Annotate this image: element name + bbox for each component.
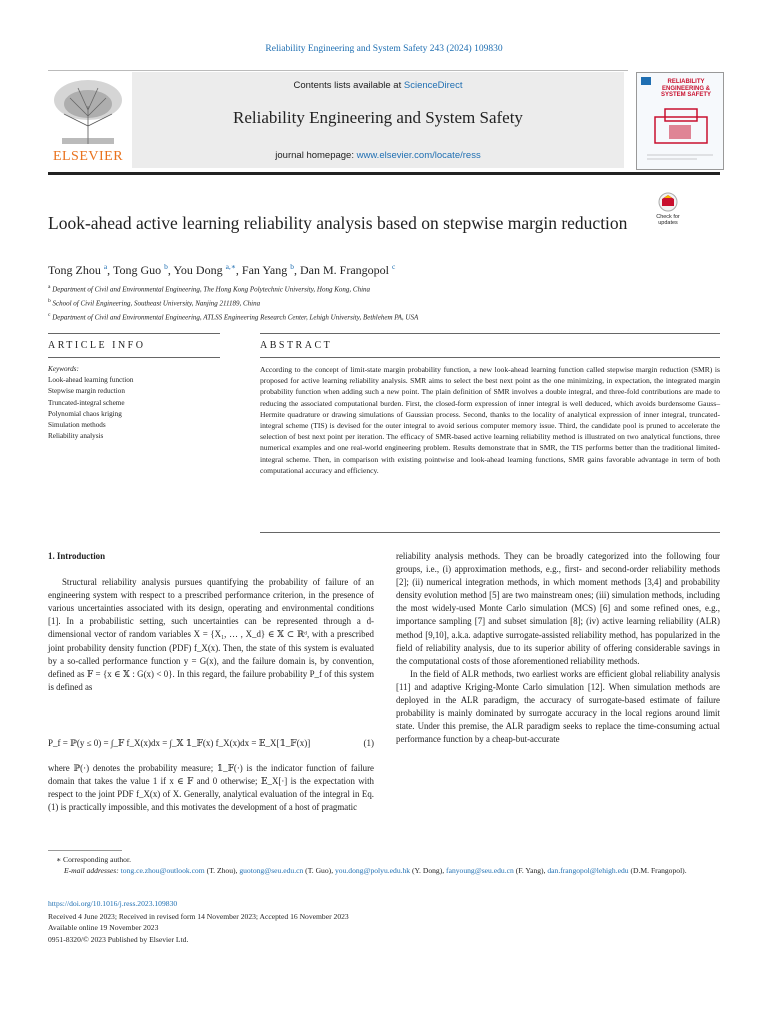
- article-info-rule: [48, 357, 220, 358]
- cover-title: RELIABILITY ENGINEERING & SYSTEM SAFETY: [660, 79, 711, 98]
- author[interactable]: Fan Yang $^b$: [241, 262, 295, 277]
- header-top-rule: [48, 70, 628, 71]
- journal-title: Reliability Engineering and System Safety: [233, 108, 523, 127]
- homepage-link[interactable]: www.elsevier.com/locate/ress: [356, 150, 481, 161]
- contents-line: [132, 80, 624, 91]
- email-link[interactable]: tong.ce.zhou@outlook.com: [120, 866, 205, 876]
- equation-1: [48, 738, 374, 749]
- keyword: Truncated-integral scheme: [48, 398, 125, 407]
- section-heading: 1. Introduction: [48, 551, 106, 561]
- keyword: Polynomial chaos kriging: [48, 409, 122, 418]
- left-column-continued: [48, 762, 374, 814]
- check-for-updates-label[interactable]: Check for updates: [656, 214, 680, 226]
- email-link[interactable]: you.dong@polyu.edu.hk: [334, 866, 411, 876]
- paragraph: Structural reliability analysis pursues quantifying the probability of failure of an engineering system with respect to a prescribed performance criterion, in the presence of various uncertainties associated with its design, operating and environmental conditions [1]. In a probabilistic setting, such uncertainties can be represented through a d-dimensional vector of random variables X = {X₁, … , X_d} ∈ 𝕏 ⊂ ℝᵈ, with a prescribed joint probability density function (PDF) f_X(x). Then, the state of this system is evaluated by a so-called performance function y = G(x), and the failure domain is, by convention, defined as 𝔽 = {x ∈ 𝕏 : G(x) < 0}. In this regard, the failure probability P_f of this system is defined as: [48, 577, 374, 692]
- header-bottom-rule: [48, 172, 720, 175]
- affiliation: $^b$ School of Civil Engineering, Southeast University, Nanjing 211189, China: [48, 297, 261, 308]
- affiliation: $^c$ Department of Civil and Environmental Engineering, ATLSS Engineering Research Center, Lehigh University, Bethlehem PA, USA: [48, 311, 419, 321]
- affiliation: $^a$ Department of Civil and Environmental Engineering, The Hong Kong Polytechnic University, Hong Kong, China: [48, 284, 371, 294]
- running-head[interactable]: Reliability Engineering and System Safety 243 (2024) 109830: [265, 44, 503, 54]
- paragraph: In the field of ALR methods, two earliest works are efficient global reliability analysis [11] and adaptive Kriging-Monte Carlo simulation [12]. When simulation methods are deployed in the ALR paradigm, the accuracy of surrogate-based estimate of failure probability is mainly dominated by surrogate accuracy in the local regions around limit state. Under this premise, the ALR paradigm seeks to replace the time-consuming actual performance function by a cheap-but-accurate: [396, 668, 720, 745]
- online-date: Available online 19 November 2023: [48, 923, 159, 933]
- keyword: Look-ahead learning function: [48, 376, 134, 385]
- elsevier-tree-logo: [48, 76, 128, 146]
- keyword: Reliability analysis: [48, 432, 104, 441]
- journal-cover[interactable]: [636, 72, 724, 170]
- author-list: Tong Zhou $^a$, Tong Guo $^b$, You Dong $^{a,∗}$, Fan Yang $^b$, Dan M. Frangopol $^c$: [48, 262, 396, 277]
- publisher-wordmark: ELSEVIER: [52, 149, 124, 164]
- article-title: Look-ahead active learning reliability analysis based on stepwise margin reduction: [48, 213, 628, 233]
- sciencedirect-link[interactable]: ScienceDirect: [403, 80, 463, 91]
- copyright: 0951-8320/© 2023 Published by Elsevier Ltd.: [48, 934, 189, 944]
- keyword: Simulation methods: [48, 421, 106, 430]
- abstract-heading: ABSTRACT: [260, 340, 333, 351]
- keywords: [48, 364, 220, 442]
- author[interactable]: You Dong $^{a,∗}$: [173, 262, 236, 277]
- publication-info: [48, 898, 720, 945]
- author[interactable]: Dan M. Frangopol $^c$: [300, 262, 396, 277]
- corresponding-note: ∗ Corresponding author.: [56, 855, 131, 864]
- equation-number: (1): [363, 738, 374, 748]
- cover-art-icon: [637, 73, 723, 169]
- doi-link[interactable]: https://doi.org/10.1016/j.ress.2023.109830: [48, 899, 178, 908]
- equation-body: P_f = ℙ(y ≤ 0) = ∫_𝔽 f_X(x)dx = ∫_𝕏 𝟙_𝔽(x) f_X(x)dx = 𝔼_X[𝟙_𝔽(x)]: [48, 738, 311, 748]
- abstract-text: According to the concept of limit-state margin probability function, a new look-ahead learning function called stepwise margin reduction (SMR) is proposed for active learning reliability analysis. SMR aims to select the best next point as the one minimizing, in expectation, the integrated margin probability function when adding such a new point. The plain definition of SMR involves a double integral, and three-fold contributions are made to reducing the associated computational burden. First, the closed-form expression of inner integral is well deduced, which avoids burdensome Gauss–Hermite quadrature or drawing simulations of Gaussian process. Second, thanks to the locality of analytical expression of inner integral, truncated-integral scheme (TIS) is devised for the outer integral to avoid serious computer memory issue. Third, the candidate pool is pruned to accelerate the selection of best next point per iteration. The efficacy of SMR-based active learning reliability method is illustrated on two analytical functions, three numerical examples and one real-world engineering problem. Results demonstrate that in SMR, the TIS performs better than the traditional limited-integral scheme. Then, in comparison with existing pointwise and look-ahead learning functions, SMR gains favorable advantage in term of both computational accuracy and efficiency.: [260, 365, 720, 475]
- check-for-updates-icon[interactable]: [646, 192, 690, 232]
- article-info-top-rule: [48, 333, 220, 334]
- email-label: E-mail addresses:: [64, 866, 119, 876]
- left-column: [48, 550, 374, 694]
- keywords-label: Keywords:: [48, 365, 79, 373]
- footnote-rule: [48, 850, 122, 851]
- abstract-rule: [260, 357, 720, 358]
- paragraph: reliability analysis methods. They can be broadly categorized into the following four groups, i.e., (i) approximation methods, e.g., first- and second-order reliability methods [2]; (ii) numerical integration methods, in which moment methods [3,4] and probability density evolution method [5] are two mainstream ones; (iii) simulation methods, including the most widely-used Monte Carlo simulation (MCS) [6] and some refined ones, e.g., importance sampling [7] and subset simulation [8]; (iv) active learning reliability (ALR) method [9,10], a.k.a. adaptive surrogate-assisted reliability method, has popularized in the field of reliability analysis, due to its superior ability of offering considerable savings in the computational costs of those aforementioned reliability methods.: [396, 551, 720, 666]
- right-column: [396, 550, 720, 746]
- email-link[interactable]: guotong@seu.edu.cn: [239, 866, 304, 876]
- received-dates: Received 4 June 2023; Received in revised form 14 November 2023; Accepted 16 November 2023: [48, 912, 349, 922]
- article-info-heading: ARTICLE INFO: [48, 340, 146, 351]
- paragraph: where ℙ(·) denotes the probability measure; 𝟙_𝔽(·) is the indicator function of failure domain that takes the value 1 if x ∈ 𝔽 and 0 otherwise; 𝔼_X[·] is the expectation with respect to the joint PDF f_X(x) of X. Generally, analytical evaluation of the integral in Eq. (1) is practically impossible, and this motivates the development of a host of pragmatic: [48, 763, 374, 813]
- abstract-bottom-rule: [260, 532, 720, 533]
- email-link[interactable]: fanyoung@seu.edu.cn: [446, 866, 514, 876]
- email-link[interactable]: dan.frangopol@lehigh.edu: [547, 866, 629, 876]
- contents-prefix: Contents lists available at: [293, 80, 404, 91]
- keyword: Stepwise margin reduction: [48, 387, 125, 396]
- abstract-top-rule: [260, 333, 720, 334]
- affiliations: [48, 282, 728, 323]
- author[interactable]: Tong Guo $^b$: [112, 262, 168, 277]
- homepage-line: [132, 150, 624, 161]
- author[interactable]: Tong Zhou $^a$: [48, 262, 108, 277]
- footnotes: ∗ Corresponding author. E-mail addresses: tong.ce.zhou@outlook.com (T. Zhou), guotong@seu.edu.cn (T. Guo), you.dong@polyu.edu.hk (Y. Dong), fanyoung@seu.edu.cn (F. Yang), dan.frangopol@lehigh.edu (D.M. Frangopol).: [48, 854, 720, 876]
- homepage-prefix: journal homepage:: [275, 150, 357, 161]
